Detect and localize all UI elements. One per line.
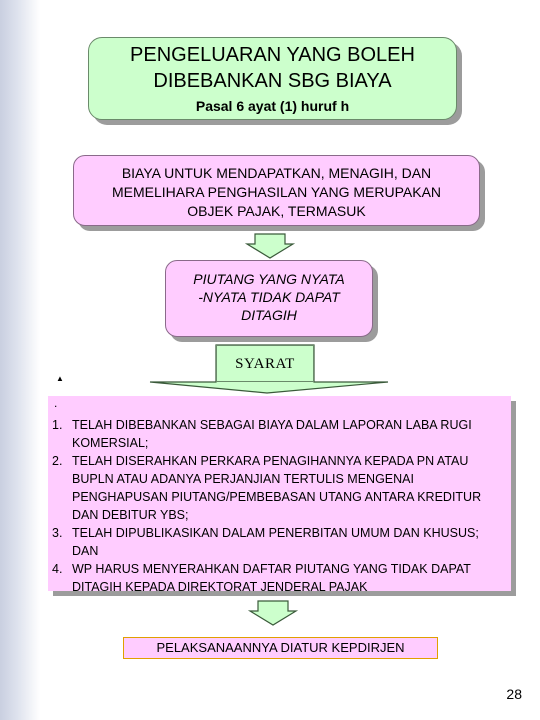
down-arrow-icon	[250, 601, 296, 625]
left-gradient-stripe	[0, 0, 40, 720]
title-box	[88, 37, 457, 120]
requirement-text: TELAH DIPUBLIKASIKAN DALAM PENERBITAN UMUM DAN KHUSUS; DAN	[72, 526, 479, 558]
down-arrow-icon	[247, 234, 293, 258]
cost-description-box	[73, 155, 480, 226]
page-title	[89, 42, 456, 94]
requirement-number: 3.	[52, 526, 63, 540]
cost-line-2: MEMELIHARA PENGHASILAN YANG MERUPAKAN	[111, 184, 442, 200]
requirement-item	[52, 416, 505, 452]
requirement-number: 2.	[52, 454, 63, 468]
piutang-line-3: DITAGIH	[241, 307, 297, 323]
requirement-item	[52, 560, 505, 596]
requirement-item	[52, 524, 505, 560]
requirement-number: 1.	[52, 418, 63, 432]
requirements-leading-dot: .	[54, 396, 58, 410]
piutang-box	[165, 260, 373, 337]
title-line-1: PENGELUARAN YANG BOLEH	[130, 44, 415, 66]
piutang-line-2: -NYATA TIDAK DAPAT	[198, 289, 340, 305]
requirement-text: TELAH DISERAHKAN PERKARA PENAGIHANNYA KEPADA PN ATAU BUPLN ATAU ADANYA PERJANJIAN TERTULIS MENGENAI PENGHAPUSAN PIUTANG/PEMBEBASAN UTANG ANTARA KREDITUR DAN DEBITUR YBS;	[72, 454, 482, 522]
cost-line-1: BIAYA UNTUK MENDAPATKAN, MENAGIH, DAN	[121, 165, 432, 181]
requirement-text: TELAH DIBEBANKAN SEBAGAI BIAYA DALAM LAPORAN LABA RUGI KOMERSIAL;	[72, 418, 472, 450]
requirements-box	[48, 396, 511, 594]
requirement-number: 4.	[52, 562, 63, 576]
requirement-text: WP HARUS MENYERAHKAN DAFTAR PIUTANG YANG TIDAK DAPAT DITAGIH KEPADA DIREKTORAT JENDERAL PAJAK	[72, 562, 471, 594]
implementation-box: PELAKSANAANNYA DIATUR KEPDIRJEN	[123, 637, 438, 659]
syarat-label: SYARAT	[216, 345, 314, 382]
stray-mark: ▲	[56, 374, 64, 383]
piutang-line-1: PIUTANG YANG NYATA	[193, 271, 345, 287]
requirement-item	[52, 452, 505, 524]
page-number: 28	[506, 686, 522, 702]
title-subtitle: Pasal 6 ayat (1) huruf h	[195, 98, 350, 114]
title-line-2: DIBEBANKAN SBG BIAYA	[153, 70, 392, 92]
cost-line-3: OBJEK PAJAK, TERMASUK	[187, 203, 366, 219]
